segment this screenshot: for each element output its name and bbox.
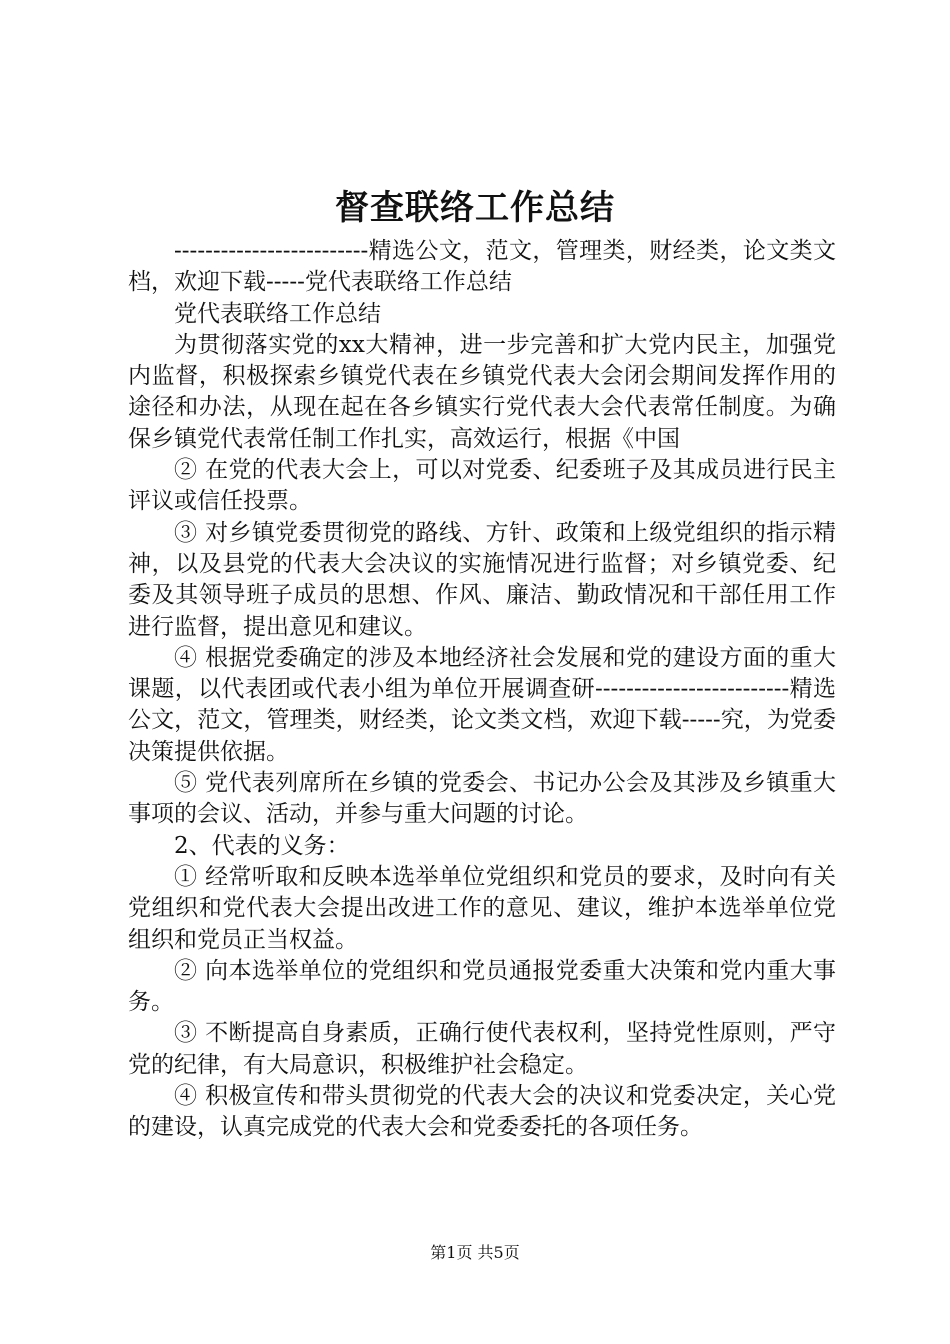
paragraph-duty-3: ③ 不断提高自身素质，正确行使代表权利，坚持党性原则，严守党的纪律，有大局意识，积极维护社会稳定。 — [128, 1020, 836, 1078]
document-body — [128, 236, 836, 1144]
paragraph-duty-2: ② 向本选举单位的党组织和党员通报党委重大决策和党内重大事务。 — [128, 957, 836, 1016]
paragraph-header-banner: -------------------------精选公文，范文，管理类，财经类，论文类文档，欢迎下载-----党代表联络工作总结 — [128, 238, 836, 296]
paragraph-subtitle: 党代表联络工作总结 — [174, 300, 381, 327]
paragraph-right-3: ③ 对乡镇党委贯彻党的路线、方针、政策和上级党组织的指示精神，以及县党的代表大会决议的实施情况进行监督；对乡镇党委、纪委及其领导班子成员的思想、作风、廉洁、勤政情况和干部任用工作进行监督，提出意见和建议。 — [128, 519, 836, 640]
section-heading-duties: 2、代表的义务： — [174, 832, 350, 859]
document-title: 督查联络工作总结 — [335, 188, 615, 228]
paragraph-right-4: ④ 根据党委确定的涉及本地经济社会发展和党的建设方面的重大课题，以代表团或代表小组为单位开展调查研-------------------------精选公文，范文，管理类，财经类，论文类文档，欢迎下载-----究，为党委决策提供依据。 — [128, 644, 836, 765]
paragraph-right-2: ② 在党的代表大会上，可以对党委、纪委班子及其成员进行民主评议或信任投票。 — [128, 457, 836, 515]
paragraph-intro: 为贯彻落实党的xx大精神，进一步完善和扩大党内民主，加强党内监督，积极探索乡镇党代表在乡镇党代表大会闭会期间发挥作用的途径和办法，从现在起在各乡镇实行党代表大会代表常任制度。为确保乡镇党代表常任制工作扎实，高效运行，根据《中国 — [128, 331, 836, 452]
page-footer: 第1页 共5页 — [430, 1243, 520, 1262]
paragraph-duty-1: ① 经常听取和反映本选举单位党组织和党员的要求，及时向有关党组织和党代表大会提出改进工作的意见、建议，维护本选举单位党组织和党员正当权益。 — [128, 863, 836, 953]
paragraph-duty-4: ④ 积极宣传和带头贯彻党的代表大会的决议和党委决定，关心党的建设，认真完成党的代表大会和党委委托的各项任务。 — [128, 1083, 836, 1141]
paragraph-right-5: ⑤ 党代表列席所在乡镇的党委会、书记办公会及其涉及乡镇重大事项的会议、活动，并参与重大问题的讨论。 — [128, 770, 836, 828]
